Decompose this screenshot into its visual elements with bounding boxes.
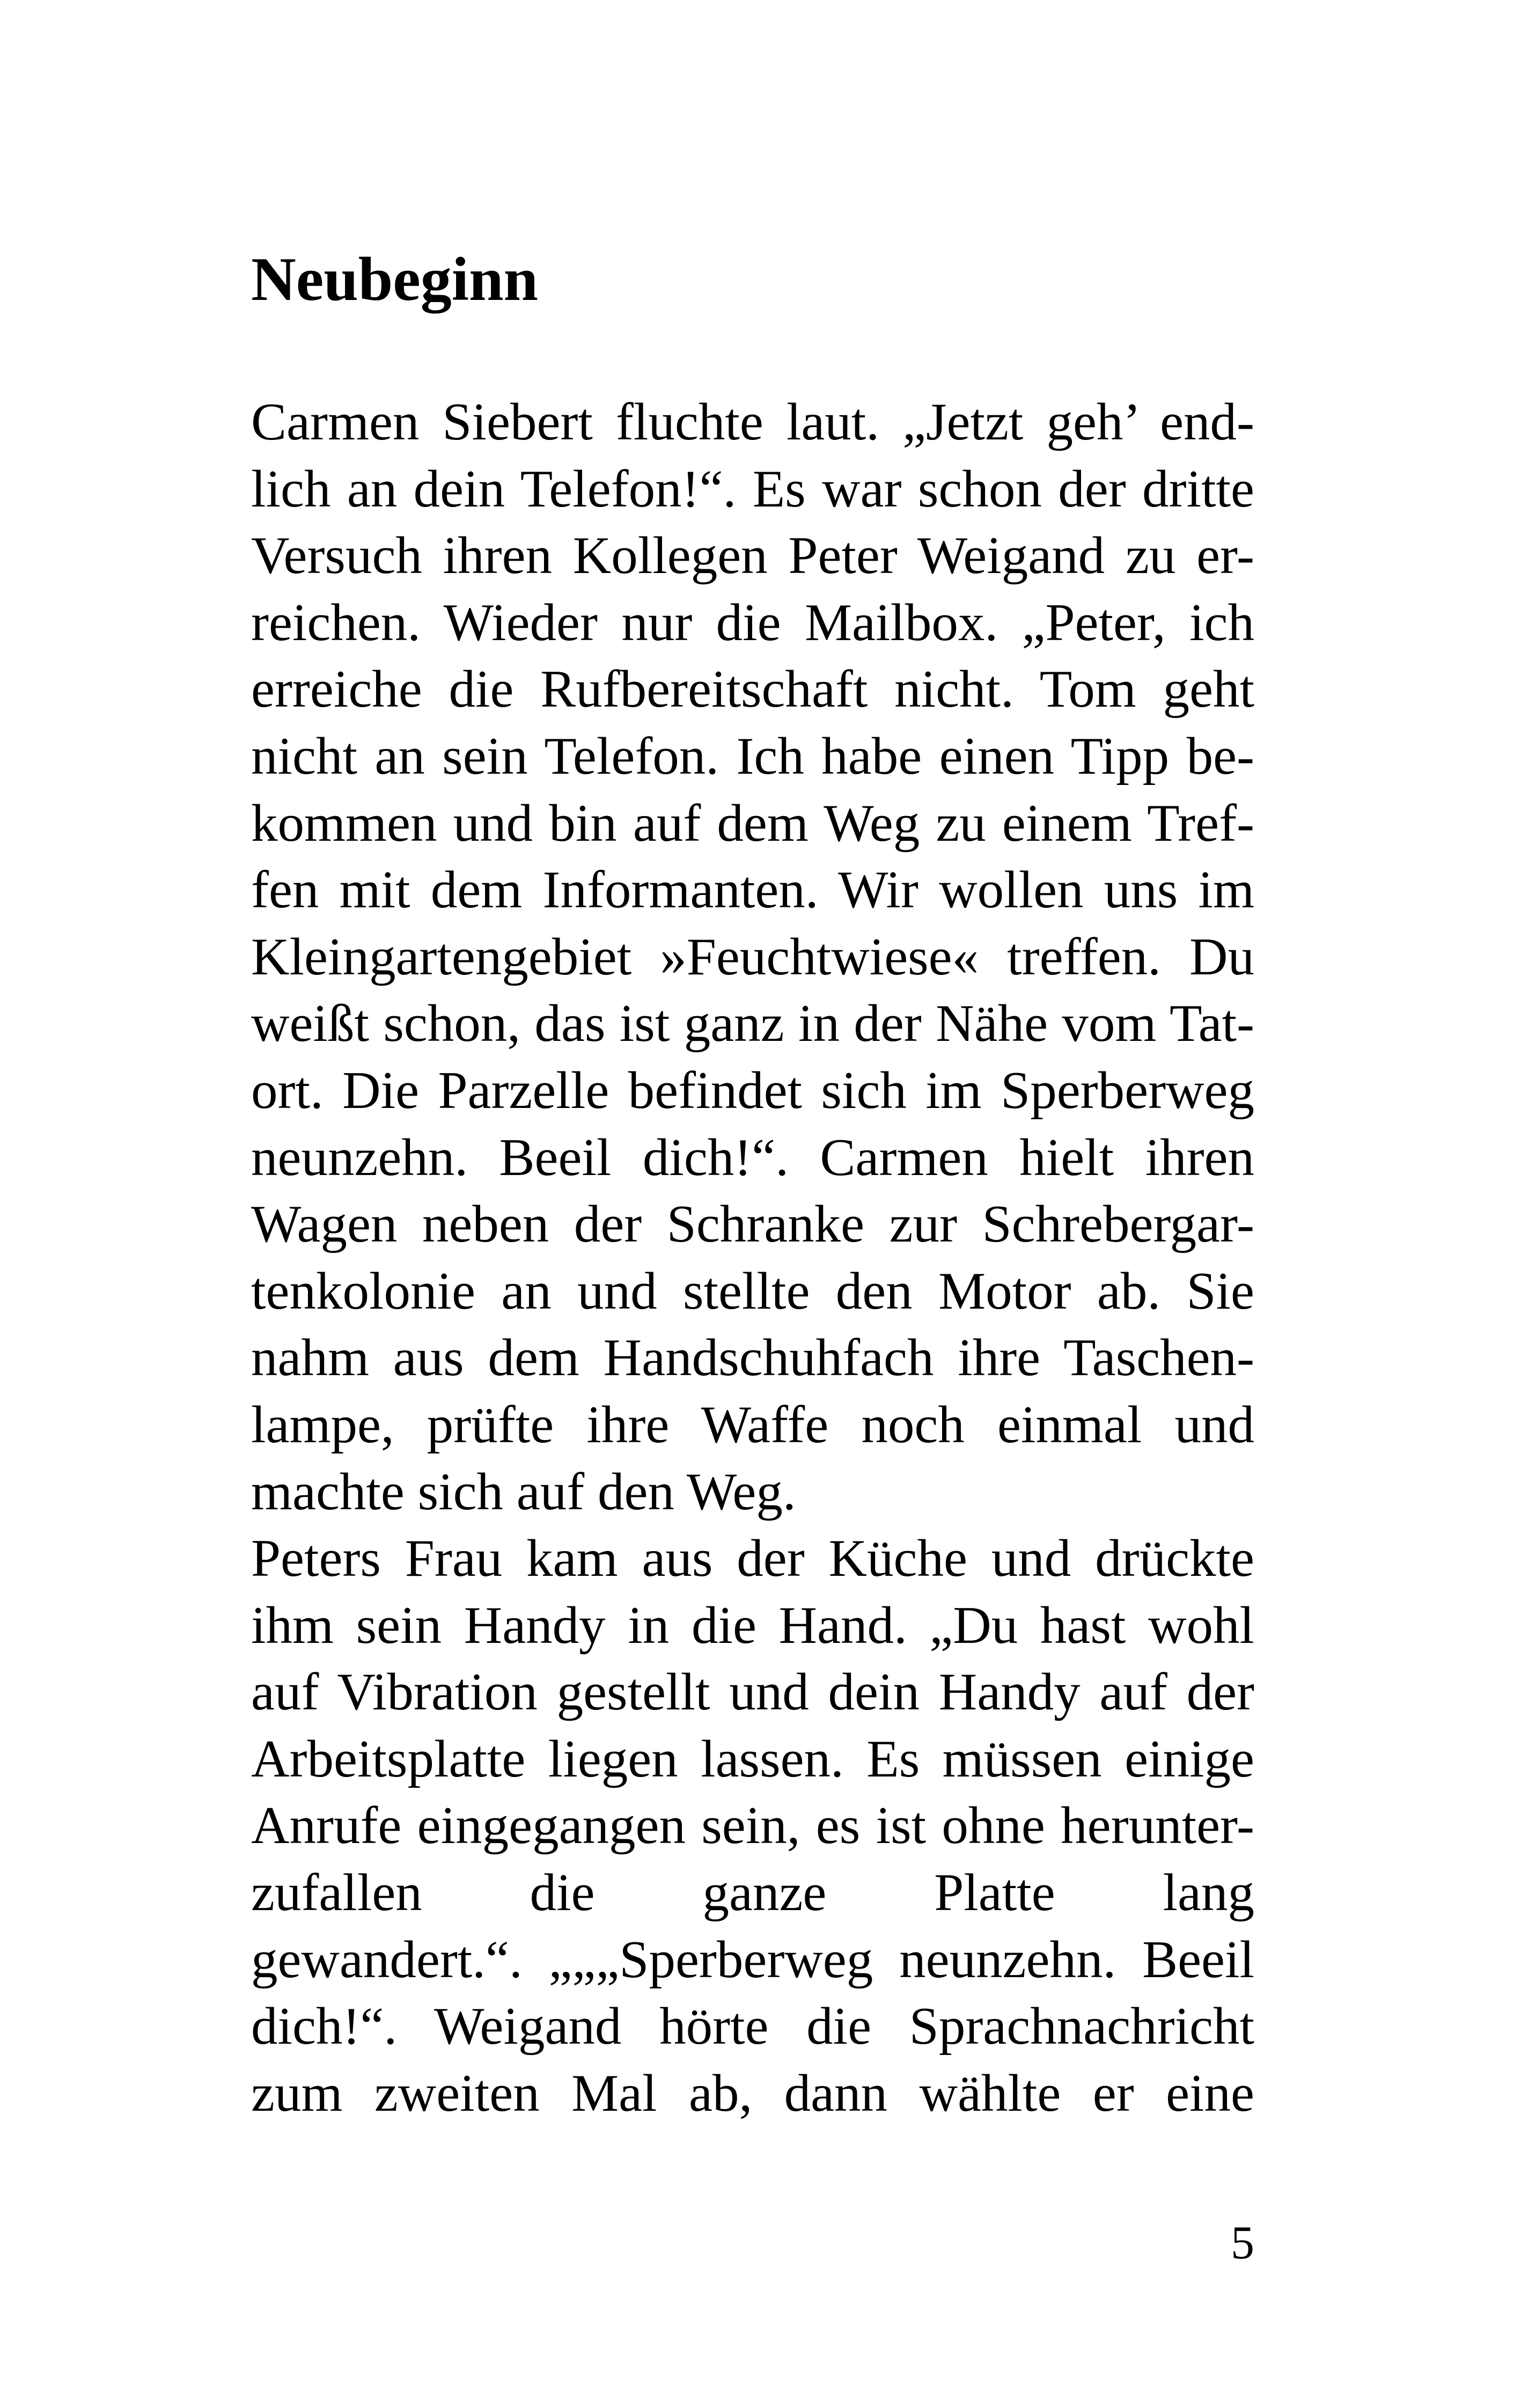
text-line: ort. Die Parzelle befindet sich im Sperberweg <box>251 1061 1254 1120</box>
text-line: kommen und bin auf dem Weg zu einem Tref- <box>251 794 1254 853</box>
text-line: nahm aus dem Handschuhfach ihre Taschen- <box>251 1328 1254 1387</box>
text-line: fen mit dem Informanten. Wir wollen uns im <box>251 861 1254 920</box>
text-line: zum zweiten Mal ab, dann wählte er eine <box>251 2064 1254 2123</box>
text-line: weißt schon, das ist ganz in der Nähe vom Tat- <box>251 994 1254 1053</box>
text-line: dich!“. Weigand hörte die Sprachnachricht <box>251 1997 1254 2056</box>
text-line: Anrufe eingegangen sein, es ist ohne herunter- <box>251 1796 1254 1855</box>
text-line: auf Vibration gestellt und dein Handy auf der <box>251 1663 1254 1722</box>
text-line: lich an dein Telefon!“. Es war schon der dritte <box>251 459 1254 518</box>
text-line: Carmen Siebert fluchte laut. „Jetzt geh’ end- <box>251 393 1254 451</box>
chapter-title: Neubeginn <box>251 245 539 314</box>
text-line: nicht an sein Telefon. Ich habe einen Tipp be- <box>251 726 1254 785</box>
page-number: 5 <box>1231 2217 1254 2269</box>
text-line: Wagen neben der Schranke zur Schrebergar- <box>251 1195 1254 1254</box>
body-text <box>251 389 1254 2127</box>
text-line: tenkolonie an und stellte den Motor ab. Sie <box>251 1261 1254 1320</box>
text-line: zufallen die ganze Platte lang <box>251 1863 1254 1922</box>
text-line: machte sich auf den Weg. <box>251 1462 796 1521</box>
text-line: Arbeitsplatte liegen lassen. Es müssen einige <box>251 1729 1254 1788</box>
text-line: neunzehn. Beeil dich!“. Carmen hielt ihren <box>251 1128 1254 1187</box>
text-line: reichen. Wieder nur die Mailbox. „Peter, ich <box>251 593 1254 652</box>
text-line: erreiche die Rufbereitschaft nicht. Tom geht <box>251 660 1254 719</box>
text-line: gewandert.“. „„„Sperberweg neunzehn. Beeil <box>251 1930 1254 1989</box>
text-line: Versuch ihren Kollegen Peter Weigand zu er- <box>251 526 1254 585</box>
text-line: Peters Frau kam aus der Küche und drückte <box>251 1529 1254 1588</box>
text-line: lampe, prüfte ihre Waffe noch einmal und <box>251 1395 1254 1454</box>
text-line: ihm sein Handy in die Hand. „Du hast wohl <box>251 1596 1254 1655</box>
text-line: Kleingartengebiet »Feuchtwiese« treffen. Du <box>251 927 1254 986</box>
